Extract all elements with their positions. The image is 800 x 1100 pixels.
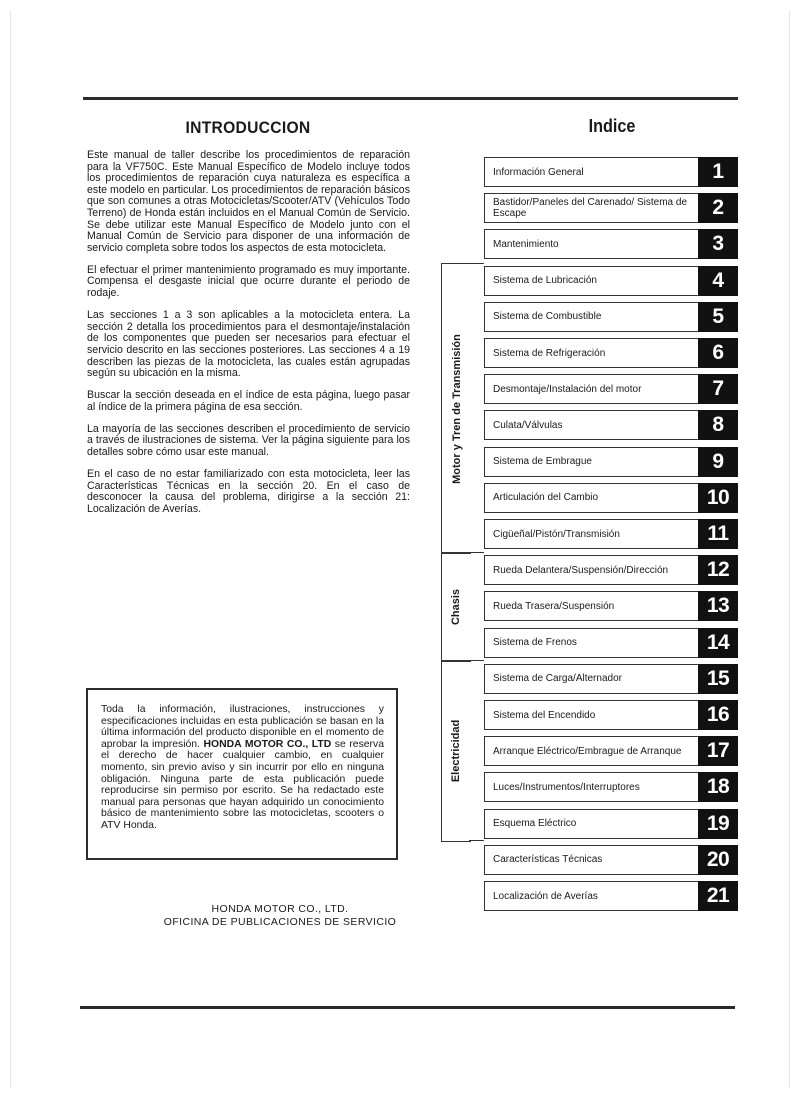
index-item-number: 1 [698,157,738,187]
footer-office: OFICINA DE PUBLICACIONES DE SERVICIO [163,916,397,928]
index-item-number: 21 [698,881,738,911]
index-item-number: 2 [698,193,738,223]
group-electricidad-bracket [441,660,471,842]
index-item-number: 5 [698,302,738,332]
index-item-number: 15 [698,664,738,694]
index-item-number: 20 [698,845,738,875]
group-chasis-label: Chasis [450,588,463,626]
index-item-label: Luces/Instrumentos/Interruptores [484,772,698,802]
group-electricidad-label: Electricidad [450,719,463,783]
group-divider-tick [469,660,484,661]
index-item-label: Desmontaje/Instalación del motor [484,374,698,404]
group-divider-tick [469,263,484,264]
index-item-label: Articulación del Cambio [484,483,698,513]
index-item-10[interactable] [484,483,738,513]
index-item-5[interactable] [484,302,738,332]
notice-text-before: Toda la información, ilustraciones, instrucciones y especificaciones incluidas en esta publicación se basan en la última información del producto disponible en el momento de aprobar la impresión. [101,704,384,750]
group-chasis-bracket [441,552,471,662]
group-motor-bracket [441,263,471,554]
index-item-label: Sistema de Carga/Alternador [484,664,698,694]
index-item-label: Cigüeñal/Pistón/Transmisión [484,519,698,549]
index-item-label: Sistema de Embrague [484,447,698,477]
intro-paragraph: La mayoría de las secciones describen el procedimiento de servicio a través de ilustraciones de sistema. Ver la página siguiente para los detalles sobre cómo usar este manual. [87,422,410,459]
index-item-6[interactable] [484,338,738,368]
index-item-label: Sistema de Lubricación [484,266,698,296]
index-item-number: 3 [698,229,738,259]
index-item-17[interactable] [484,736,738,766]
index-item-label: Rueda Trasera/Suspensión [484,591,698,621]
index-item-18[interactable] [484,772,738,802]
index-item-number: 8 [698,410,738,440]
index-item-2[interactable] [484,193,738,223]
index-item-12[interactable] [484,555,738,585]
notice-company: HONDA MOTOR CO., LTD [203,738,332,750]
introduction-body [87,150,410,526]
index-item-9[interactable] [484,447,738,477]
top-rule [83,97,738,100]
index-item-15[interactable] [484,664,738,694]
index-item-number: 10 [698,483,738,513]
bottom-rule [80,1006,735,1009]
index-item-21[interactable] [484,881,738,911]
index-item-1[interactable] [484,157,738,187]
group-divider-tick [469,840,484,841]
index-item-label: Esquema Eléctrico [484,809,698,839]
publisher-footer [150,903,410,929]
index-item-number: 9 [698,447,738,477]
intro-paragraph: Buscar la sección deseada en el índice de esta página, luego pasar al índice de la primera página de esa sección. [87,389,410,413]
index-item-number: 16 [698,700,738,730]
index-item-number: 7 [698,374,738,404]
intro-paragraph: El efectuar el primer mantenimiento programado es muy importante. Compensa el desgaste inicial que ocurre durante el periodo de rodaje. [87,263,410,300]
index-item-14[interactable] [484,628,738,658]
index-item-label: Información General [484,157,698,187]
group-motor-label: Motor y Tren de Transmisión [450,333,463,484]
index-item-number: 12 [698,555,738,585]
index-item-label: Sistema de Combustible [484,302,698,332]
copyright-notice-box [86,688,398,860]
index-item-number: 19 [698,809,738,839]
index-item-8[interactable] [484,410,738,440]
index-item-number: 13 [698,591,738,621]
index-item-20[interactable] [484,845,738,875]
index-item-3[interactable] [484,229,738,259]
index-item-number: 14 [698,628,738,658]
index-item-13[interactable] [484,591,738,621]
intro-paragraph: Este manual de taller describe los procedimientos de reparación para la VF750C. Este Manual Específico de Modelo incluye todos los procedimientos de reparación cuya naturaleza es específica a este modelo en particular. Los procedimientos de reparación básicos que son comunes a otras Motocicletas/Scooter/ATV (Vehículos Todo Terreno) de Honda están incluidos en el Manual Común de Servicio. Se debe utilizar este Manual Específico de Modelo junto con el Manual Común de Servicio para disponer de una información de servicio completa sobre todos los aspectos de esta motocicleta. [87,149,410,254]
index-item-label: Arranque Eléctrico/Embrague de Arranque [484,736,698,766]
index-item-number: 4 [698,266,738,296]
index-item-label: Sistema de Refrigeración [484,338,698,368]
index-item-number: 17 [698,736,738,766]
intro-paragraph: En el caso de no estar familiarizado con esta motocicleta, leer las Características Técnicas en la sección 20. En el caso de desconocer la causa del problema, dirigirse a la sección 21: Localización de Averías. [87,468,410,515]
index-item-number: 18 [698,772,738,802]
index-item-11[interactable] [484,519,738,549]
index-item-label: Características Técnicas [484,845,698,875]
index-item-7[interactable] [484,374,738,404]
index-item-label: Localización de Averías [484,881,698,911]
index-item-label: Sistema del Encendido [484,700,698,730]
index-title: Indice [588,116,636,136]
notice-text-after: se reserva el derecho de hacer cualquier cambio, en cualquier momento, sin previo aviso y sin incurrir por ello en ninguna obligación. Ninguna parte de esta publicación puede reproducirse sin permiso por escrito. Se ha redactado este manual para personas que hayan adquirido un conocimiento básico de mantenimiento sobre las motocicletas, scooters o ATV Honda. [101,738,384,831]
introduction-title: INTRODUCCION [185,118,311,137]
index-item-number: 6 [698,338,738,368]
index-item-label: Culata/Válvulas [484,410,698,440]
footer-company: HONDA MOTOR CO., LTD. [211,903,349,915]
intro-paragraph: Las secciones 1 a 3 son aplicables a la motocicleta entera. La sección 2 detalla los procedimientos para el desmontaje/instalación de los componentes que pueden ser necesarios para efectuar el servicio descrito en las secciones posteriores. Las secciones 4 a 19 describen las piezas de la motocicleta, las cuales están agrupadas según su ubicación en la misma. [87,309,410,380]
index-item-label: Rueda Delantera/Suspensión/Dirección [484,555,698,585]
index-item-19[interactable] [484,809,738,839]
index-item-number: 11 [698,519,738,549]
index-item-label: Mantenimiento [484,229,698,259]
index-item-16[interactable] [484,700,738,730]
index-item-4[interactable] [484,266,738,296]
index-item-label: Sistema de Frenos [484,628,698,658]
group-divider-tick [469,552,484,553]
index-item-label: Bastidor/Paneles del Carenado/ Sistema de Escape [484,193,698,223]
